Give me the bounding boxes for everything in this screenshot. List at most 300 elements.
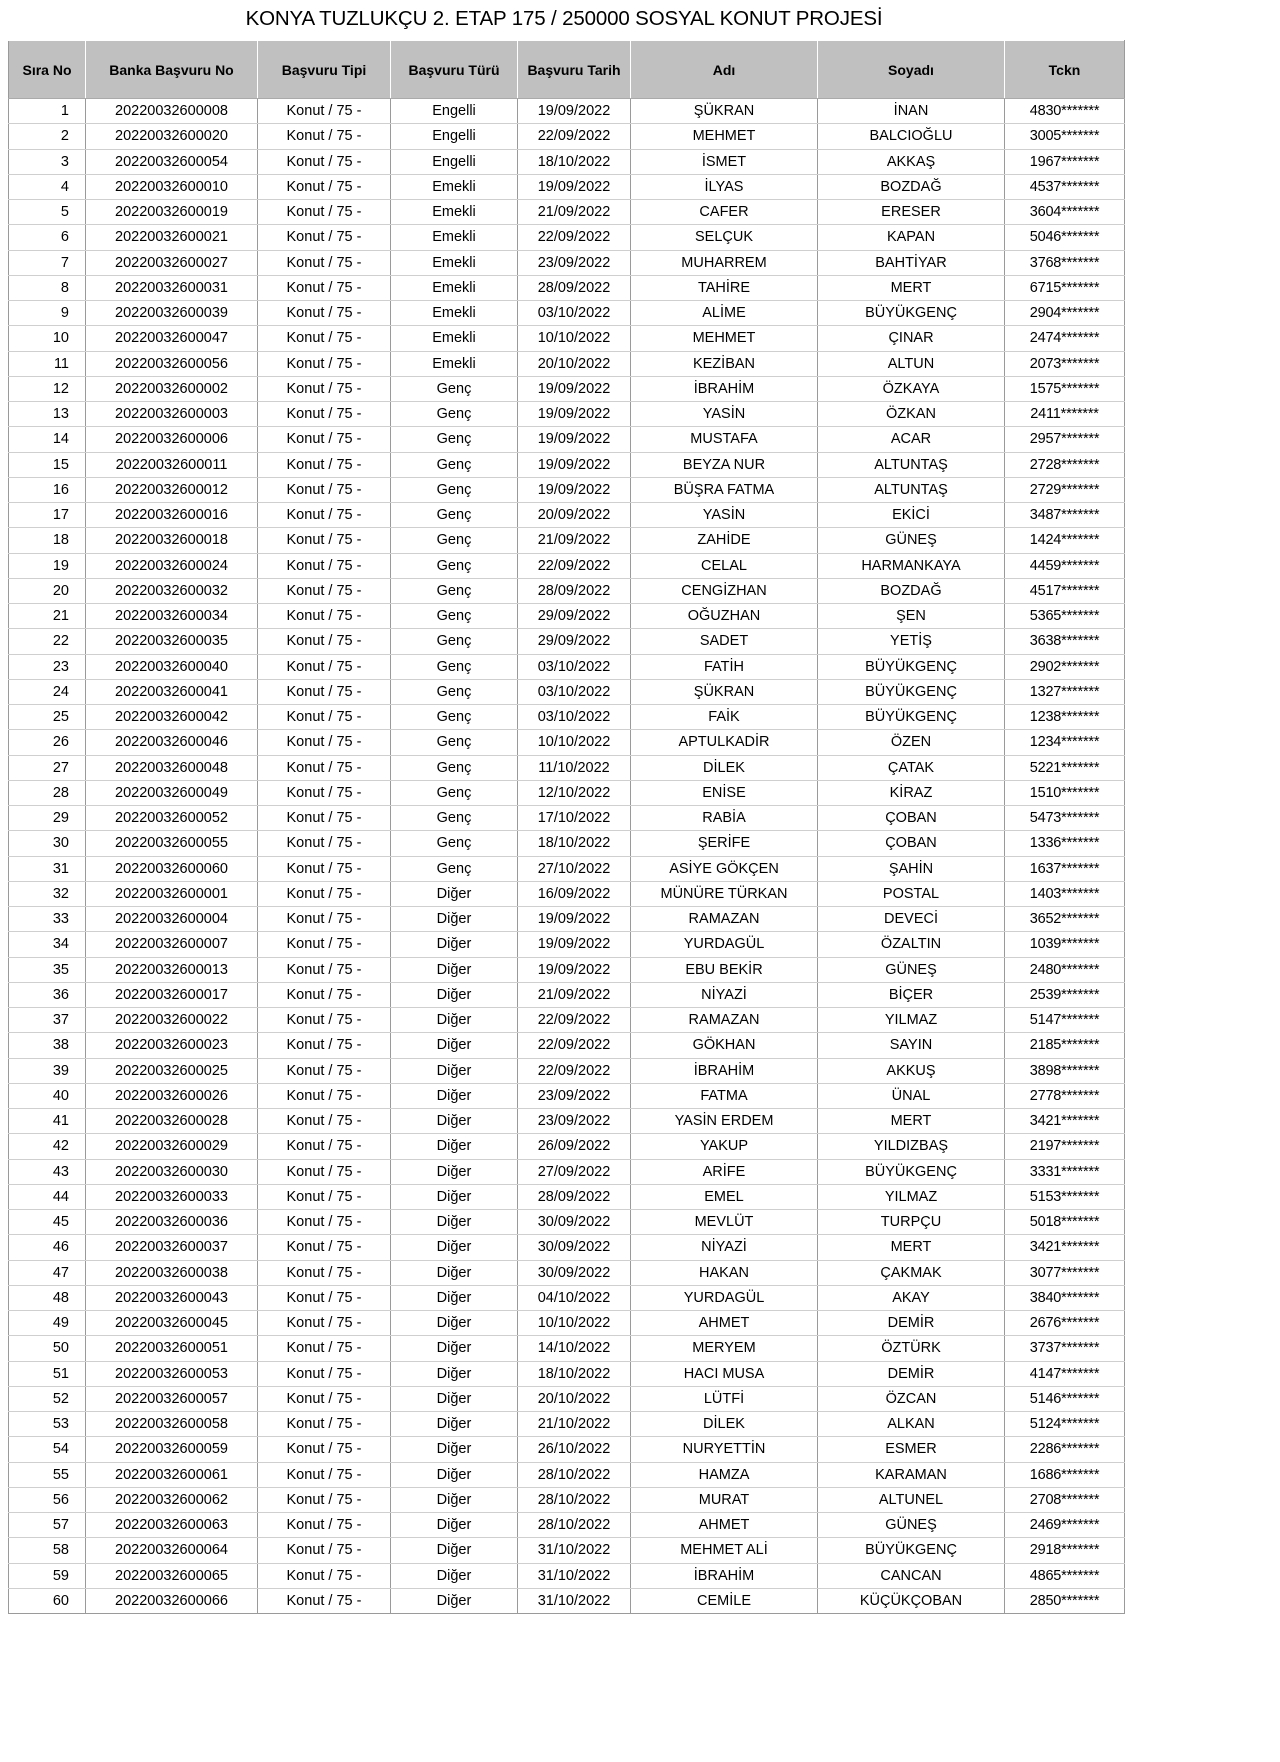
cell-basvuru-tarih: 10/10/2022: [518, 730, 631, 755]
cell-banka-basvuru-no: 20220032600018: [86, 528, 258, 553]
cell-tckn: 3077*******: [1005, 1260, 1125, 1285]
cell-basvuru-tarih: 26/09/2022: [518, 1134, 631, 1159]
cell-banka-basvuru-no: 20220032600059: [86, 1437, 258, 1462]
cell-banka-basvuru-no: 20220032600013: [86, 957, 258, 982]
cell-basvuru-turu: Diğer: [391, 1361, 518, 1386]
cell-soyadi: ALTUNTAŞ: [818, 452, 1005, 477]
cell-soyadi: YETİŞ: [818, 629, 1005, 654]
cell-adi: İBRAHİM: [631, 1058, 818, 1083]
cell-soyadi: ÇATAK: [818, 755, 1005, 780]
cell-basvuru-turu: Genç: [391, 528, 518, 553]
table-row: [9, 1361, 1125, 1386]
cell-basvuru-tipi: Konut / 75 -: [258, 124, 391, 149]
table-row: [9, 528, 1125, 553]
cell-adi: MURAT: [631, 1487, 818, 1512]
cell-banka-basvuru-no: 20220032600023: [86, 1033, 258, 1058]
cell-basvuru-tarih: 20/09/2022: [518, 503, 631, 528]
cell-basvuru-turu: Genç: [391, 452, 518, 477]
table-row: [9, 780, 1125, 805]
cell-adi: ASİYE GÖKÇEN: [631, 856, 818, 881]
cell-soyadi: BOZDAĞ: [818, 174, 1005, 199]
cell-basvuru-turu: Engelli: [391, 99, 518, 124]
cell-sira-no: 41: [9, 1109, 86, 1134]
cell-basvuru-turu: Genç: [391, 705, 518, 730]
cell-basvuru-tarih: 21/09/2022: [518, 200, 631, 225]
cell-basvuru-turu: Emekli: [391, 250, 518, 275]
cell-adi: YASİN ERDEM: [631, 1109, 818, 1134]
cell-sira-no: 8: [9, 275, 86, 300]
cell-soyadi: MERT: [818, 1109, 1005, 1134]
cell-soyadi: BOZDAĞ: [818, 578, 1005, 603]
cell-basvuru-tipi: Konut / 75 -: [258, 1437, 391, 1462]
cell-adi: DİLEK: [631, 1412, 818, 1437]
cell-banka-basvuru-no: 20220032600053: [86, 1361, 258, 1386]
cell-basvuru-turu: Genç: [391, 578, 518, 603]
cell-banka-basvuru-no: 20220032600045: [86, 1311, 258, 1336]
cell-tckn: 5147*******: [1005, 1008, 1125, 1033]
cell-basvuru-tarih: 19/09/2022: [518, 402, 631, 427]
cell-banka-basvuru-no: 20220032600066: [86, 1588, 258, 1613]
cell-basvuru-tipi: Konut / 75 -: [258, 99, 391, 124]
cell-sira-no: 60: [9, 1588, 86, 1613]
cell-banka-basvuru-no: 20220032600035: [86, 629, 258, 654]
cell-basvuru-tarih: 03/10/2022: [518, 705, 631, 730]
cell-basvuru-turu: Genç: [391, 427, 518, 452]
table-row: [9, 856, 1125, 881]
table-row: [9, 1487, 1125, 1512]
cell-sira-no: 44: [9, 1184, 86, 1209]
cell-basvuru-tarih: 20/10/2022: [518, 351, 631, 376]
cell-tckn: 2073*******: [1005, 351, 1125, 376]
cell-soyadi: ŞAHİN: [818, 856, 1005, 881]
cell-tckn: 2708*******: [1005, 1487, 1125, 1512]
cell-sira-no: 45: [9, 1210, 86, 1235]
cell-soyadi: ÖZALTIN: [818, 932, 1005, 957]
cell-tckn: 1424*******: [1005, 528, 1125, 553]
table-row: [9, 730, 1125, 755]
cell-banka-basvuru-no: 20220032600043: [86, 1285, 258, 1310]
cell-basvuru-tarih: 22/09/2022: [518, 1033, 631, 1058]
cell-adi: ZAHİDE: [631, 528, 818, 553]
cell-soyadi: BÜYÜKGENÇ: [818, 654, 1005, 679]
table-row: [9, 1109, 1125, 1134]
cell-banka-basvuru-no: 20220032600026: [86, 1083, 258, 1108]
cell-basvuru-tipi: Konut / 75 -: [258, 755, 391, 780]
cell-basvuru-tarih: 10/10/2022: [518, 1311, 631, 1336]
cell-basvuru-turu: Diğer: [391, 1336, 518, 1361]
cell-basvuru-turu: Diğer: [391, 1134, 518, 1159]
cell-soyadi: BÜYÜKGENÇ: [818, 679, 1005, 704]
cell-tckn: 4830*******: [1005, 99, 1125, 124]
table-header-row: [9, 41, 1125, 99]
cell-adi: RABİA: [631, 806, 818, 831]
cell-basvuru-tipi: Konut / 75 -: [258, 1058, 391, 1083]
cell-adi: ŞÜKRAN: [631, 679, 818, 704]
cell-basvuru-tipi: Konut / 75 -: [258, 376, 391, 401]
cell-basvuru-turu: Genç: [391, 679, 518, 704]
cell-tckn: 2411*******: [1005, 402, 1125, 427]
table-row: [9, 351, 1125, 376]
cell-tckn: 3638*******: [1005, 629, 1125, 654]
cell-soyadi: BÜYÜKGENÇ: [818, 1159, 1005, 1184]
cell-tckn: 4147*******: [1005, 1361, 1125, 1386]
table-row: [9, 1058, 1125, 1083]
cell-basvuru-turu: Diğer: [391, 1588, 518, 1613]
cell-basvuru-turu: Diğer: [391, 1058, 518, 1083]
cell-banka-basvuru-no: 20220032600032: [86, 578, 258, 603]
cell-sira-no: 46: [9, 1235, 86, 1260]
table-row: [9, 149, 1125, 174]
column-header-banka-basvuru-no: Banka Başvuru No: [86, 41, 258, 99]
cell-basvuru-tarih: 28/10/2022: [518, 1487, 631, 1512]
cell-basvuru-turu: Genç: [391, 553, 518, 578]
cell-basvuru-tipi: Konut / 75 -: [258, 806, 391, 831]
cell-banka-basvuru-no: 20220032600042: [86, 705, 258, 730]
cell-basvuru-tarih: 19/09/2022: [518, 376, 631, 401]
cell-sira-no: 15: [9, 452, 86, 477]
cell-sira-no: 29: [9, 806, 86, 831]
cell-soyadi: DEVECİ: [818, 907, 1005, 932]
table-row: [9, 1538, 1125, 1563]
cell-adi: YURDAGÜL: [631, 1285, 818, 1310]
cell-adi: İBRAHİM: [631, 376, 818, 401]
table-row: [9, 679, 1125, 704]
cell-sira-no: 28: [9, 780, 86, 805]
cell-soyadi: BİÇER: [818, 982, 1005, 1007]
cell-banka-basvuru-no: 20220032600012: [86, 477, 258, 502]
table-row: [9, 705, 1125, 730]
cell-soyadi: AKKAŞ: [818, 149, 1005, 174]
table-row: [9, 200, 1125, 225]
cell-tckn: 2474*******: [1005, 326, 1125, 351]
cell-basvuru-tarih: 19/09/2022: [518, 99, 631, 124]
table-row: [9, 755, 1125, 780]
cell-basvuru-tipi: Konut / 75 -: [258, 503, 391, 528]
cell-banka-basvuru-no: 20220032600027: [86, 250, 258, 275]
cell-banka-basvuru-no: 20220032600052: [86, 806, 258, 831]
cell-soyadi: İNAN: [818, 99, 1005, 124]
cell-banka-basvuru-no: 20220032600047: [86, 326, 258, 351]
cell-sira-no: 19: [9, 553, 86, 578]
cell-banka-basvuru-no: 20220032600028: [86, 1109, 258, 1134]
cell-basvuru-tarih: 27/09/2022: [518, 1159, 631, 1184]
cell-basvuru-turu: Diğer: [391, 907, 518, 932]
cell-tckn: 5221*******: [1005, 755, 1125, 780]
cell-basvuru-turu: Diğer: [391, 1109, 518, 1134]
table-row: [9, 1184, 1125, 1209]
cell-sira-no: 40: [9, 1083, 86, 1108]
cell-adi: NİYAZİ: [631, 982, 818, 1007]
cell-soyadi: AKAY: [818, 1285, 1005, 1310]
cell-basvuru-tipi: Konut / 75 -: [258, 477, 391, 502]
cell-banka-basvuru-no: 20220032600025: [86, 1058, 258, 1083]
cell-sira-no: 11: [9, 351, 86, 376]
cell-basvuru-tarih: 28/10/2022: [518, 1513, 631, 1538]
cell-basvuru-tipi: Konut / 75 -: [258, 452, 391, 477]
cell-adi: FATİH: [631, 654, 818, 679]
cell-tckn: 3737*******: [1005, 1336, 1125, 1361]
cell-basvuru-tipi: Konut / 75 -: [258, 1083, 391, 1108]
cell-basvuru-turu: Diğer: [391, 1538, 518, 1563]
cell-basvuru-tipi: Konut / 75 -: [258, 1235, 391, 1260]
cell-sira-no: 2: [9, 124, 86, 149]
cell-basvuru-turu: Genç: [391, 604, 518, 629]
cell-basvuru-tarih: 03/10/2022: [518, 679, 631, 704]
applicants-table: [8, 40, 1125, 1614]
cell-adi: İSMET: [631, 149, 818, 174]
cell-basvuru-turu: Diğer: [391, 1285, 518, 1310]
cell-banka-basvuru-no: 20220032600051: [86, 1336, 258, 1361]
cell-banka-basvuru-no: 20220032600016: [86, 503, 258, 528]
cell-basvuru-turu: Diğer: [391, 1437, 518, 1462]
column-header-adi: Adı: [631, 41, 818, 99]
cell-sira-no: 35: [9, 957, 86, 982]
cell-adi: AHMET: [631, 1311, 818, 1336]
cell-banka-basvuru-no: 20220032600037: [86, 1235, 258, 1260]
cell-soyadi: GÜNEŞ: [818, 1513, 1005, 1538]
cell-soyadi: ESMER: [818, 1437, 1005, 1462]
table-row: [9, 402, 1125, 427]
cell-tckn: 2729*******: [1005, 477, 1125, 502]
cell-sira-no: 5: [9, 200, 86, 225]
cell-basvuru-turu: Genç: [391, 831, 518, 856]
cell-basvuru-tipi: Konut / 75 -: [258, 1336, 391, 1361]
cell-basvuru-turu: Genç: [391, 503, 518, 528]
cell-basvuru-tarih: 22/09/2022: [518, 1058, 631, 1083]
cell-basvuru-tarih: 30/09/2022: [518, 1260, 631, 1285]
cell-sira-no: 36: [9, 982, 86, 1007]
cell-banka-basvuru-no: 20220032600030: [86, 1159, 258, 1184]
cell-soyadi: SAYIN: [818, 1033, 1005, 1058]
cell-soyadi: ŞEN: [818, 604, 1005, 629]
cell-banka-basvuru-no: 20220032600029: [86, 1134, 258, 1159]
cell-tckn: 2197*******: [1005, 1134, 1125, 1159]
cell-basvuru-tipi: Konut / 75 -: [258, 1538, 391, 1563]
cell-adi: ARİFE: [631, 1159, 818, 1184]
cell-adi: İBRAHİM: [631, 1563, 818, 1588]
cell-sira-no: 47: [9, 1260, 86, 1285]
cell-soyadi: MERT: [818, 1235, 1005, 1260]
cell-basvuru-turu: Engelli: [391, 124, 518, 149]
cell-soyadi: DEMİR: [818, 1361, 1005, 1386]
cell-banka-basvuru-no: 20220032600038: [86, 1260, 258, 1285]
cell-tckn: 6715*******: [1005, 275, 1125, 300]
table-row: [9, 326, 1125, 351]
cell-sira-no: 39: [9, 1058, 86, 1083]
cell-basvuru-tipi: Konut / 75 -: [258, 225, 391, 250]
cell-basvuru-turu: Diğer: [391, 1412, 518, 1437]
cell-soyadi: AKKUŞ: [818, 1058, 1005, 1083]
cell-basvuru-tipi: Konut / 75 -: [258, 275, 391, 300]
cell-soyadi: BAHTİYAR: [818, 250, 1005, 275]
cell-basvuru-tipi: Konut / 75 -: [258, 957, 391, 982]
cell-basvuru-turu: Diğer: [391, 1210, 518, 1235]
cell-tckn: 5046*******: [1005, 225, 1125, 250]
cell-basvuru-tarih: 19/09/2022: [518, 957, 631, 982]
cell-basvuru-turu: Emekli: [391, 351, 518, 376]
table-row: [9, 1210, 1125, 1235]
cell-sira-no: 50: [9, 1336, 86, 1361]
cell-banka-basvuru-no: 20220032600040: [86, 654, 258, 679]
cell-basvuru-turu: Diğer: [391, 932, 518, 957]
cell-soyadi: YILDIZBAŞ: [818, 1134, 1005, 1159]
cell-adi: YURDAGÜL: [631, 932, 818, 957]
cell-soyadi: GÜNEŞ: [818, 528, 1005, 553]
cell-basvuru-turu: Diğer: [391, 957, 518, 982]
cell-banka-basvuru-no: 20220032600011: [86, 452, 258, 477]
cell-sira-no: 4: [9, 174, 86, 199]
cell-soyadi: ALKAN: [818, 1412, 1005, 1437]
cell-banka-basvuru-no: 20220032600006: [86, 427, 258, 452]
cell-basvuru-tarih: 21/09/2022: [518, 982, 631, 1007]
cell-basvuru-turu: Emekli: [391, 326, 518, 351]
table-row: [9, 452, 1125, 477]
cell-banka-basvuru-no: 20220032600003: [86, 402, 258, 427]
cell-basvuru-tipi: Konut / 75 -: [258, 982, 391, 1007]
cell-basvuru-tarih: 23/09/2022: [518, 1109, 631, 1134]
cell-sira-no: 31: [9, 856, 86, 881]
cell-basvuru-turu: Emekli: [391, 301, 518, 326]
cell-soyadi: POSTAL: [818, 881, 1005, 906]
cell-basvuru-turu: Diğer: [391, 982, 518, 1007]
cell-adi: MEHMET ALİ: [631, 1538, 818, 1563]
cell-adi: ŞERİFE: [631, 831, 818, 856]
cell-basvuru-tarih: 28/10/2022: [518, 1462, 631, 1487]
cell-basvuru-turu: Genç: [391, 629, 518, 654]
table-row: [9, 376, 1125, 401]
table-row: [9, 477, 1125, 502]
cell-sira-no: 7: [9, 250, 86, 275]
table-row: [9, 831, 1125, 856]
cell-basvuru-turu: Genç: [391, 730, 518, 755]
cell-basvuru-turu: Genç: [391, 654, 518, 679]
column-header-tckn: Tckn: [1005, 41, 1125, 99]
cell-banka-basvuru-no: 20220032600041: [86, 679, 258, 704]
cell-basvuru-tarih: 31/10/2022: [518, 1563, 631, 1588]
cell-banka-basvuru-no: 20220032600004: [86, 907, 258, 932]
cell-basvuru-tarih: 19/09/2022: [518, 477, 631, 502]
cell-basvuru-tarih: 23/09/2022: [518, 250, 631, 275]
cell-adi: HAMZA: [631, 1462, 818, 1487]
cell-banka-basvuru-no: 20220032600002: [86, 376, 258, 401]
cell-tckn: 2902*******: [1005, 654, 1125, 679]
cell-soyadi: CANCAN: [818, 1563, 1005, 1588]
cell-tckn: 4537*******: [1005, 174, 1125, 199]
cell-sira-no: 10: [9, 326, 86, 351]
cell-adi: SELÇUK: [631, 225, 818, 250]
cell-tckn: 2480*******: [1005, 957, 1125, 982]
cell-sira-no: 49: [9, 1311, 86, 1336]
table-row: [9, 275, 1125, 300]
cell-basvuru-tarih: 18/10/2022: [518, 149, 631, 174]
cell-tckn: 3487*******: [1005, 503, 1125, 528]
cell-tckn: 5146*******: [1005, 1386, 1125, 1411]
table-row: [9, 1159, 1125, 1184]
cell-basvuru-turu: Diğer: [391, 1487, 518, 1512]
cell-basvuru-tarih: 28/09/2022: [518, 578, 631, 603]
cell-adi: NİYAZİ: [631, 1235, 818, 1260]
cell-basvuru-tipi: Konut / 75 -: [258, 427, 391, 452]
table-header: [9, 41, 1125, 99]
cell-banka-basvuru-no: 20220032600024: [86, 553, 258, 578]
cell-sira-no: 9: [9, 301, 86, 326]
cell-basvuru-tipi: Konut / 75 -: [258, 1210, 391, 1235]
cell-basvuru-tipi: Konut / 75 -: [258, 578, 391, 603]
cell-tckn: 1336*******: [1005, 831, 1125, 856]
cell-adi: CELAL: [631, 553, 818, 578]
cell-basvuru-tipi: Konut / 75 -: [258, 1184, 391, 1209]
cell-basvuru-turu: Diğer: [391, 1260, 518, 1285]
cell-banka-basvuru-no: 20220032600054: [86, 149, 258, 174]
cell-basvuru-tarih: 16/09/2022: [518, 881, 631, 906]
table-row: [9, 957, 1125, 982]
cell-basvuru-turu: Emekli: [391, 225, 518, 250]
cell-sira-no: 42: [9, 1134, 86, 1159]
cell-tckn: 2728*******: [1005, 452, 1125, 477]
table-row: [9, 1412, 1125, 1437]
column-header-basvuru-tipi: Başvuru Tipi: [258, 41, 391, 99]
cell-basvuru-turu: Diğer: [391, 1235, 518, 1260]
cell-banka-basvuru-no: 20220032600064: [86, 1538, 258, 1563]
cell-soyadi: DEMİR: [818, 1311, 1005, 1336]
cell-banka-basvuru-no: 20220032600019: [86, 200, 258, 225]
cell-basvuru-turu: Genç: [391, 780, 518, 805]
cell-basvuru-tipi: Konut / 75 -: [258, 149, 391, 174]
cell-basvuru-tarih: 19/09/2022: [518, 907, 631, 932]
cell-soyadi: BÜYÜKGENÇ: [818, 301, 1005, 326]
cell-basvuru-tarih: 14/10/2022: [518, 1336, 631, 1361]
cell-adi: BÜŞRA FATMA: [631, 477, 818, 502]
cell-basvuru-tarih: 19/09/2022: [518, 452, 631, 477]
cell-banka-basvuru-no: 20220032600033: [86, 1184, 258, 1209]
cell-soyadi: ÇINAR: [818, 326, 1005, 351]
cell-tckn: 3898*******: [1005, 1058, 1125, 1083]
cell-basvuru-turu: Diğer: [391, 1462, 518, 1487]
cell-soyadi: ALTUNEL: [818, 1487, 1005, 1512]
cell-soyadi: YILMAZ: [818, 1184, 1005, 1209]
cell-basvuru-tipi: Konut / 75 -: [258, 1513, 391, 1538]
cell-adi: ALİME: [631, 301, 818, 326]
cell-banka-basvuru-no: 20220032600010: [86, 174, 258, 199]
cell-basvuru-tipi: Konut / 75 -: [258, 654, 391, 679]
cell-soyadi: KÜÇÜKÇOBAN: [818, 1588, 1005, 1613]
cell-adi: MEVLÜT: [631, 1210, 818, 1235]
cell-basvuru-tipi: Konut / 75 -: [258, 780, 391, 805]
cell-soyadi: BALCIOĞLU: [818, 124, 1005, 149]
cell-tckn: 1686*******: [1005, 1462, 1125, 1487]
cell-tckn: 2469*******: [1005, 1513, 1125, 1538]
cell-sira-no: 33: [9, 907, 86, 932]
cell-basvuru-tipi: Konut / 75 -: [258, 907, 391, 932]
cell-sira-no: 53: [9, 1412, 86, 1437]
cell-basvuru-tarih: 03/10/2022: [518, 301, 631, 326]
cell-basvuru-turu: Diğer: [391, 881, 518, 906]
cell-tckn: 3840*******: [1005, 1285, 1125, 1310]
cell-sira-no: 38: [9, 1033, 86, 1058]
cell-basvuru-tipi: Konut / 75 -: [258, 629, 391, 654]
cell-soyadi: YILMAZ: [818, 1008, 1005, 1033]
cell-basvuru-tipi: Konut / 75 -: [258, 1311, 391, 1336]
cell-soyadi: ÖZCAN: [818, 1386, 1005, 1411]
table-body: [9, 99, 1125, 1614]
cell-basvuru-turu: Genç: [391, 856, 518, 881]
cell-basvuru-tipi: Konut / 75 -: [258, 1563, 391, 1588]
cell-basvuru-tipi: Konut / 75 -: [258, 730, 391, 755]
cell-sira-no: 21: [9, 604, 86, 629]
cell-basvuru-tipi: Konut / 75 -: [258, 679, 391, 704]
cell-adi: HACI MUSA: [631, 1361, 818, 1386]
cell-basvuru-tipi: Konut / 75 -: [258, 1260, 391, 1285]
